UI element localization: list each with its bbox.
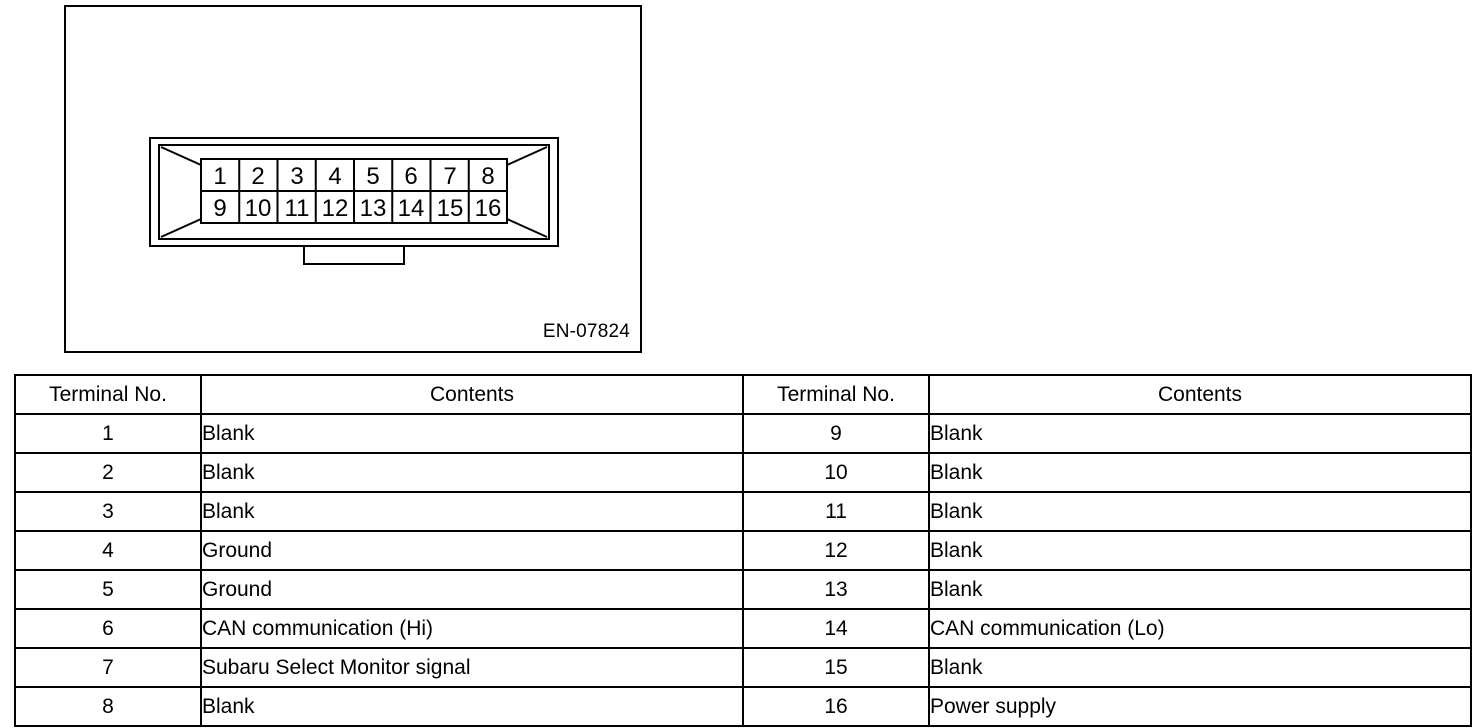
cell-contents-left: Blank — [201, 687, 743, 726]
connector-pin-2: 2 — [251, 163, 265, 190]
table-row — [15, 648, 1471, 687]
connector-figure-panel — [64, 5, 642, 353]
cell-terminal-left: 2 — [15, 453, 201, 492]
connector-pin-8: 8 — [481, 163, 495, 190]
cell-terminal-right: 15 — [743, 648, 929, 687]
header-contents-left: Contents — [201, 375, 743, 414]
connector-pin-10: 10 — [244, 195, 272, 222]
cell-terminal-left: 1 — [15, 414, 201, 453]
cell-terminal-left: 7 — [15, 648, 201, 687]
table-row — [15, 492, 1471, 531]
cell-terminal-left: 6 — [15, 609, 201, 648]
cell-contents-left: CAN communication (Hi) — [201, 609, 743, 648]
cell-terminal-right: 9 — [743, 414, 929, 453]
cell-contents-right: Blank — [929, 414, 1471, 453]
cell-terminal-left: 3 — [15, 492, 201, 531]
header-terminal-no-left: Terminal No. — [15, 375, 201, 414]
obd-connector-drawing — [149, 137, 559, 267]
connector-pin-15: 15 — [436, 195, 464, 222]
table-header-row — [15, 375, 1471, 414]
table-row — [15, 687, 1471, 726]
cell-contents-left: Blank — [201, 492, 743, 531]
connector-pin-12: 12 — [321, 195, 349, 222]
cell-contents-left: Ground — [201, 570, 743, 609]
cell-contents-right: Blank — [929, 453, 1471, 492]
cell-contents-right: Blank — [929, 648, 1471, 687]
cell-terminal-left: 5 — [15, 570, 201, 609]
cell-terminal-left: 8 — [15, 687, 201, 726]
cell-contents-right: Blank — [929, 531, 1471, 570]
connector-pin-7: 7 — [443, 163, 457, 190]
cell-terminal-right: 12 — [743, 531, 929, 570]
cell-contents-left: Subaru Select Monitor signal — [201, 648, 743, 687]
table-row — [15, 570, 1471, 609]
cell-terminal-right: 14 — [743, 609, 929, 648]
table-row — [15, 531, 1471, 570]
cell-contents-right: Blank — [929, 570, 1471, 609]
cell-contents-left: Blank — [201, 453, 743, 492]
table-row — [15, 609, 1471, 648]
cell-contents-right: Power supply — [929, 687, 1471, 726]
table-row — [15, 414, 1471, 453]
connector-pin-11: 11 — [284, 195, 310, 222]
header-terminal-no-right: Terminal No. — [743, 375, 929, 414]
header-contents-right: Contents — [929, 375, 1471, 414]
connector-pin-13: 13 — [359, 195, 387, 222]
cell-contents-left: Ground — [201, 531, 743, 570]
connector-pin-5: 5 — [366, 163, 380, 190]
cell-terminal-right: 11 — [743, 492, 929, 531]
cell-terminal-right: 13 — [743, 570, 929, 609]
cell-contents-right: CAN communication (Lo) — [929, 609, 1471, 648]
cell-terminal-left: 4 — [15, 531, 201, 570]
table-row — [15, 453, 1471, 492]
connector-pin-9: 9 — [213, 195, 227, 222]
cell-contents-left: Blank — [201, 414, 743, 453]
cell-contents-right: Blank — [929, 492, 1471, 531]
connector-pin-16: 16 — [474, 195, 502, 222]
connector-pin-1: 1 — [213, 163, 227, 190]
terminal-contents-table — [14, 374, 1472, 727]
connector-pin-3: 3 — [290, 163, 304, 190]
connector-pin-4: 4 — [328, 163, 342, 190]
figure-caption: EN-07824 — [542, 321, 630, 342]
connector-pin-14: 14 — [397, 195, 425, 222]
cell-terminal-right: 10 — [743, 453, 929, 492]
connector-pin-6: 6 — [404, 163, 418, 190]
cell-terminal-right: 16 — [743, 687, 929, 726]
